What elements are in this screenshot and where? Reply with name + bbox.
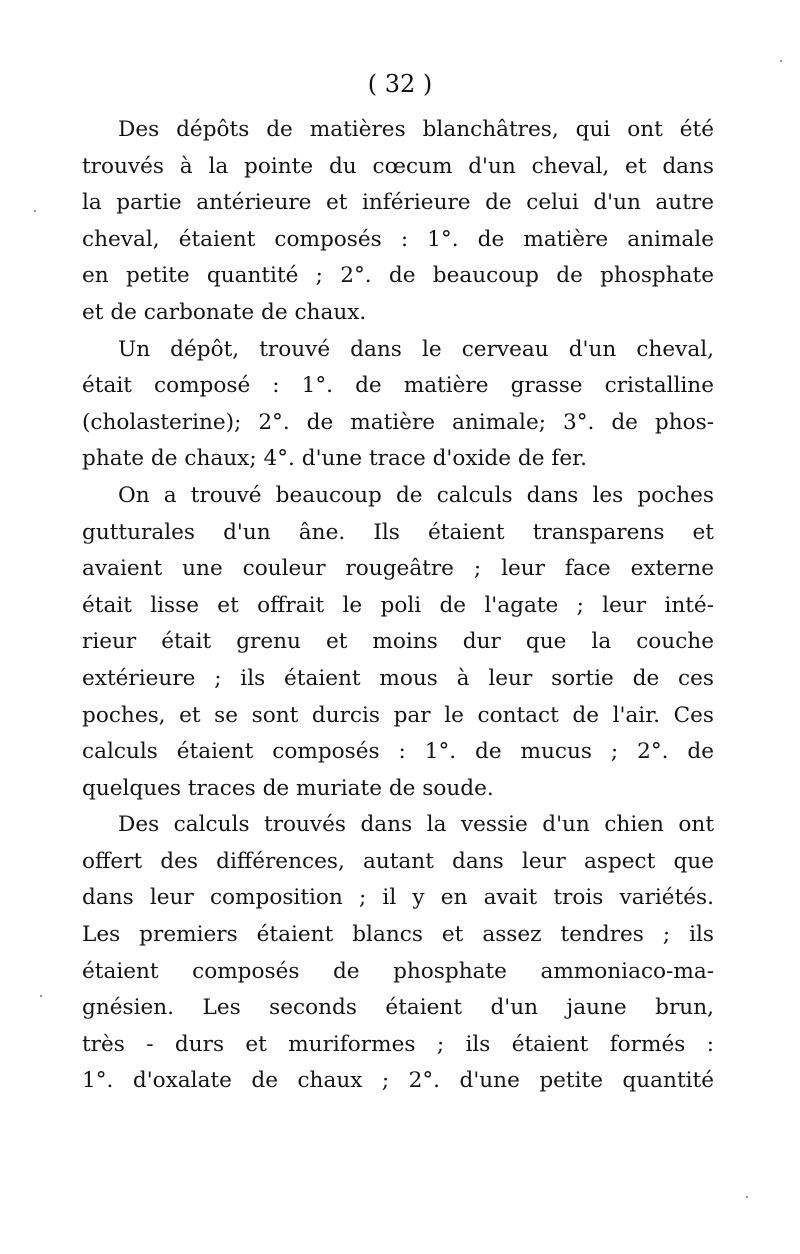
body-text <box>82 112 714 1100</box>
text-line: était lisse et offrait le poli de l'agate ; leur inté- <box>82 592 714 618</box>
text-line: en petite quantité ; 2°. de beaucoup de phosphate <box>82 263 714 289</box>
text-line: trouvés à la pointe du cœcum d'un cheval, et dans <box>82 153 714 179</box>
paper-speck <box>34 210 36 212</box>
text-line: Des dépôts de matières blanchâtres, qui ont été <box>118 117 714 142</box>
text-line: dans leur composition ; il y en avait trois variétés. <box>82 885 714 911</box>
paper-speck <box>746 1196 748 1198</box>
text-line: phate de chaux; 4°. d'une trace d'oxide de fer. <box>82 446 587 472</box>
text-line: Les premiers étaient blancs et assez tendres ; ils <box>82 922 714 948</box>
text-line: (cholasterine); 2°. de matière animale; 3°. de phos- <box>82 409 714 435</box>
text-line: extérieure ; ils étaient mous à leur sortie de ces <box>82 665 714 691</box>
text-line: 1°. d'oxalate de chaux ; 2°. d'une petite quantité <box>82 1068 714 1094</box>
text-line: gutturales d'un âne. Ils étaient transparens et <box>82 519 714 545</box>
page-number: ( 32 ) <box>367 70 433 98</box>
text-line: Un dépôt, trouvé dans le cerveau d'un cheval, <box>118 336 714 362</box>
paper-speck <box>780 60 782 62</box>
text-line: gnésien. Les seconds étaient d'un jaune brun, <box>82 995 714 1021</box>
text-line: avaient une couleur rougeâtre ; leur face externe <box>82 556 714 582</box>
text-line: poches, et se sont durcis par le contact de l'air. Ces <box>82 702 714 728</box>
text-line: et de carbonate de chaux. <box>82 299 367 325</box>
text-line: offert des différences, autant dans leur aspect que <box>82 848 714 874</box>
paper-speck <box>40 995 42 997</box>
text-line: Des calculs trouvés dans la vessie d'un chien ont <box>118 812 714 838</box>
text-line: très - durs et muriformes ; ils étaient formés : <box>82 1031 714 1057</box>
text-line: quelques traces de muriate de soude. <box>82 775 494 801</box>
text-line: On a trouvé beaucoup de calculs dans les poches <box>118 482 714 508</box>
text-line: était composé : 1°. de matière grasse cristalline <box>82 373 714 399</box>
text-line: cheval, étaient composés : 1°. de matière animale <box>82 226 714 252</box>
text-line: la partie antérieure et inférieure de celui d'un autre <box>82 190 714 216</box>
text-line: rieur était grenu et moins dur que la couche <box>82 629 714 655</box>
text-line: étaient composés de phosphate ammoniaco-ma- <box>82 958 714 984</box>
text-line: calculs étaient composés : 1°. de mucus ; 2°. de <box>82 739 714 765</box>
